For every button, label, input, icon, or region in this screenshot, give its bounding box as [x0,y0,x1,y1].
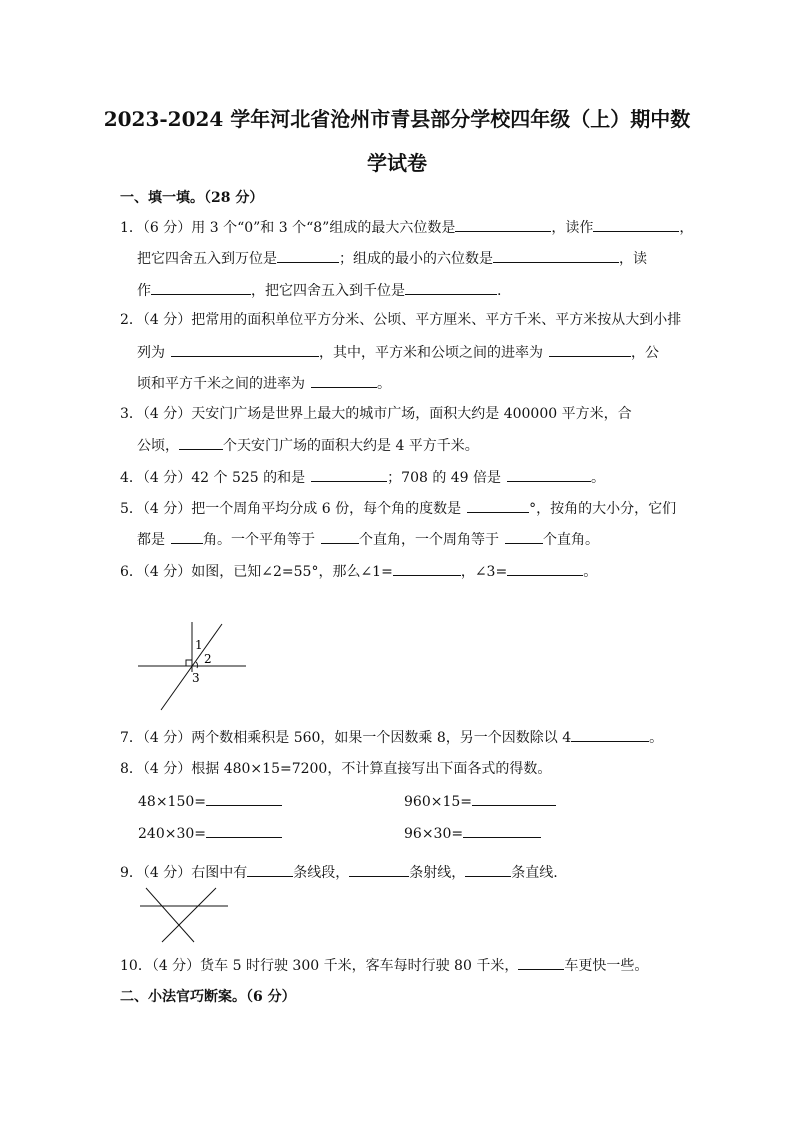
q6-label-2: 2 [204,652,212,666]
q6-angle-figure [134,618,254,722]
q5-blank-full[interactable] [505,529,543,544]
q5-blank-angle-type[interactable] [171,529,203,544]
q7-line [120,727,676,748]
q9-line [120,862,676,883]
q8-blank-3[interactable] [206,823,282,838]
q8-expr-2 [404,791,604,812]
q2-blank-rate2[interactable] [311,373,377,388]
q5-text-f: 个直角。 [543,532,599,548]
q6-line [120,561,676,582]
q1-line3 [137,280,676,301]
q3-blank-count[interactable] [179,435,223,450]
q1-line1 [120,217,694,238]
q5-text-e: 个直角，一个周角等于 [359,532,499,548]
q2-line2 [137,342,676,363]
q9-blank-segments[interactable] [247,862,293,877]
q1-text-e: ；组成的最小的六位数是 [339,251,493,267]
q1-text-i: . [497,283,502,299]
q1-line2 [137,248,676,269]
q1-text-c: ， [679,220,694,236]
q10-blank-vehicle[interactable] [518,955,564,970]
q2-text-d: 顷和平方千米之间的进率为 [137,376,305,392]
q2-blank-rate1[interactable] [549,342,631,357]
q7-text-a: 7．（4 分）两个数相乘积是 560，如果一个因数乘 8，另一个因数除以 4 [120,730,572,746]
q1-blank-min[interactable] [493,248,619,263]
q2-blank-order[interactable] [171,342,319,357]
q7-blank-product[interactable] [571,727,649,742]
q5-text-b: °，按角的大小分，它们 [529,501,677,517]
q5-text-c: 都是 [137,532,165,548]
q9-blank-lines[interactable] [465,862,511,877]
q1-blank-round-qian[interactable] [405,280,497,295]
q1-text-h: ，把它四舍五入到千位是 [251,283,405,299]
q4-text-a: 4．（4 分）42 个 525 的和是 [120,470,306,486]
q9-text-c: 条射线， [409,865,466,881]
q8-blank-2[interactable] [472,791,556,806]
q2-text-c: ，公 [631,345,659,361]
q8-expr-2-text: 960×15= [404,794,472,810]
q1-text-a: 1．（6 分）用 3 个“0”和 3 个“8”组成的最大六位数是 [120,220,456,236]
q9-text-d: 条直线. [511,865,558,881]
section-2-heading: 二、小法官巧断案。（6 分） [120,989,296,1005]
q10-text-b: 车更快一些。 [564,958,649,974]
q3-line2 [137,435,676,456]
q6-text-a: 6．（4 分）如图，已知∠2=55°，那么∠1= [120,564,393,580]
section-1-heading: 一、填一填。（28 分） [120,190,264,206]
q1-blank-round-wan[interactable] [277,248,339,263]
q4-text-b: ；708 的 49 倍是 [387,470,502,486]
q4-blank-product[interactable] [507,467,591,482]
q1-text-f: ，读 [619,251,647,267]
q8-blank-4[interactable] [463,823,541,838]
q6-label-3: 3 [192,671,200,685]
q6-label-1: 1 [195,638,203,652]
q4-line [120,467,676,488]
q6-text-b: ，∠3= [460,564,508,580]
q2-text-b: ，其中，平方米和公顷之间的进率为 [319,345,543,361]
q9-lines-figure [138,884,232,950]
q6-angle-svg [134,618,254,718]
q2-text-e: 。 [377,376,391,392]
q9-blank-rays[interactable] [349,862,409,877]
q2-line1: 2．（4 分）把常用的面积单位平方分米、公顷、平方厘米、平方千米、平方米按从大到小排 [120,312,682,328]
q3-text-b: 个天安门广场的面积大约是 4 平方千米。 [223,438,479,454]
q10-line [120,955,676,976]
q9-text-b: 条线段， [293,865,350,881]
q5-text-d: 角。一个平角等于 [203,532,315,548]
exam-title-line1: 2023-2024 学年河北省沧州市青县部分学校四年级（上）期中数 [103,107,691,131]
q10-text-a: 10．（4 分）货车 5 时行驶 300 千米，客车每时行驶 80 千米， [120,958,519,974]
q7-text-b: 。 [649,730,664,746]
q2-line3 [137,373,676,394]
q4-text-c: 。 [591,470,606,486]
q6-text-c: 。 [583,564,598,580]
q5-blank-degree[interactable] [467,498,529,513]
q1-blank-max[interactable] [455,217,551,232]
q8-expr-1 [138,791,338,812]
q6-right-angle-mark [186,660,192,666]
q5-text-a: 5．（4 分）把一个周角平均分成 6 份，每个角的度数是 [120,501,462,517]
q1-text-b: ，读作 [551,220,594,236]
exam-title-line2: 学试卷 [367,151,427,175]
q5-line2 [137,529,676,550]
q2-text-a: 列为 [137,345,165,361]
q8-expr-3 [138,823,338,844]
q3-text-a: 公顷， [137,438,179,454]
q3-line1: 3．（4 分）天安门广场是世界上最大的城市广场，面积大约是 400000 平方米，合 [120,406,632,422]
q6-blank-angle3[interactable] [507,561,583,576]
q8-intro: 8．（4 分）根据 480×15=7200，不计算直接写出下面各式的得数。 [120,761,552,777]
q5-line1 [120,498,676,519]
q8-expr-1-text: 48×150= [138,794,206,810]
q6-blank-angle1[interactable] [393,561,461,576]
q1-blank-read-max[interactable] [593,217,679,232]
q4-blank-sum[interactable] [311,467,387,482]
q8-expr-3-text: 240×30= [138,826,206,842]
q9-text-a: 9．（4 分）右图中有 [120,865,248,881]
q1-blank-read-min[interactable] [151,280,251,295]
q5-blank-straight[interactable] [321,529,359,544]
q6-angle-arc [196,662,198,668]
q1-text-d: 把它四舍五入到万位是 [137,251,277,267]
q8-blank-1[interactable] [206,791,282,806]
q8-expr-4 [404,823,604,844]
q8-expr-4-text: 96×30= [404,826,464,842]
q9-lines-svg [138,884,232,946]
q1-text-g: 作 [137,283,151,299]
